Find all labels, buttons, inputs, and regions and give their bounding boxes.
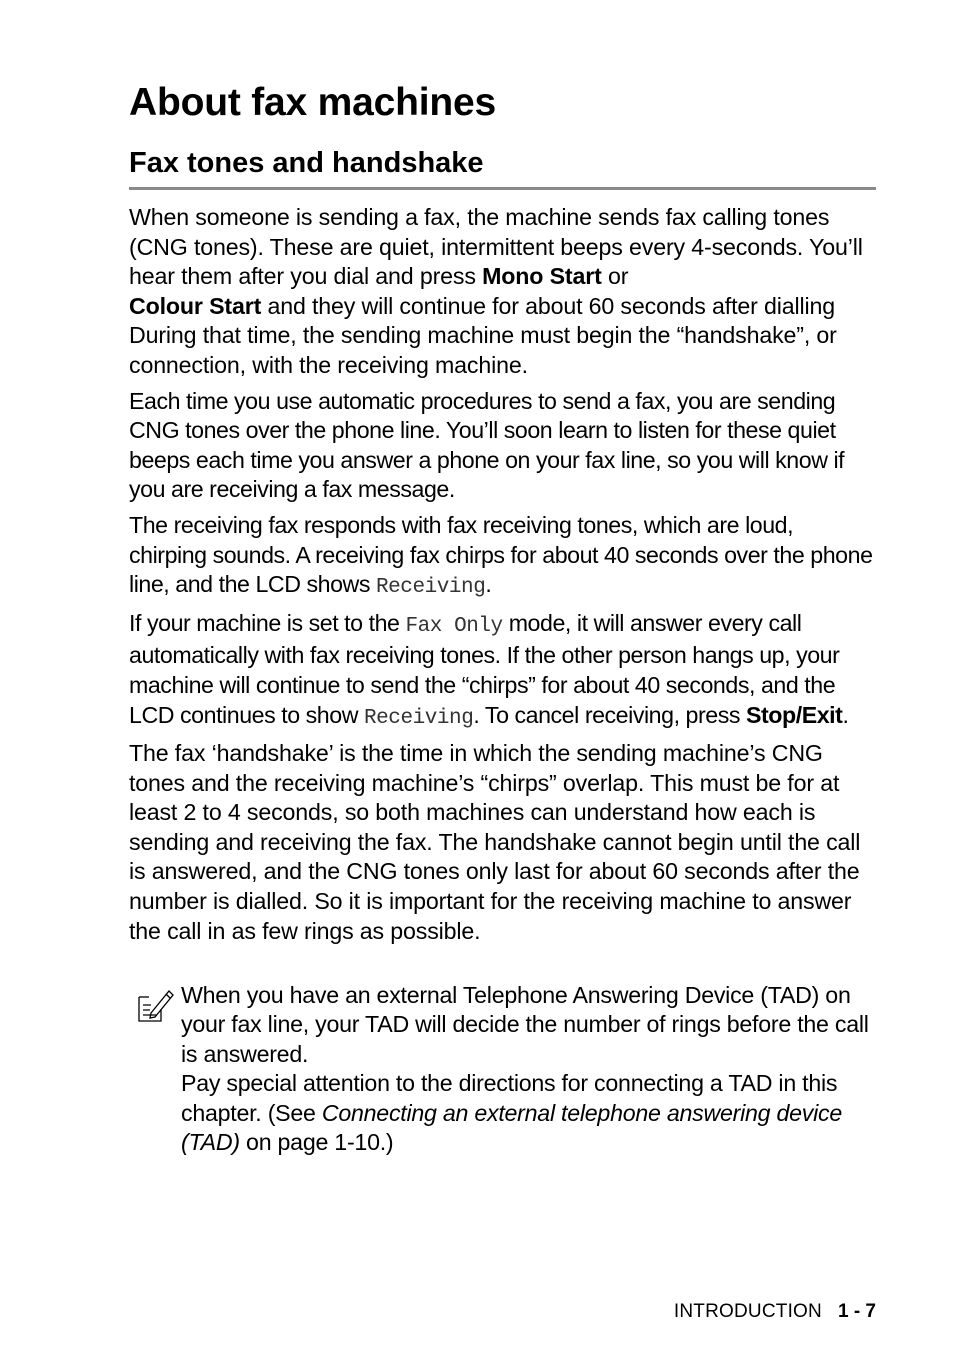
paragraph-fax-only-mode xyxy=(129,609,874,733)
lcd-fax-only: Fax Only xyxy=(405,614,503,638)
text: If your machine is set to the xyxy=(129,609,406,636)
cross-reference: Connecting an external telephone answering device (TAD) xyxy=(181,1099,843,1156)
text: mode, it will answer every call automatically with fax receiving tones. If the other person hangs up, your machine will continue to send the “chirps” for about 40 seconds, and the LCD continues to show xyxy=(129,609,840,728)
text: on page 1-10.) xyxy=(239,1129,394,1156)
stop-exit-key: Stop/Exit xyxy=(746,701,843,728)
text: . xyxy=(485,571,492,598)
footer-page-number: 1 - 7 xyxy=(837,1301,876,1322)
lcd-receiving: Receiving xyxy=(363,706,474,730)
paragraph-receiving-tones xyxy=(129,511,874,603)
text: . xyxy=(842,701,849,728)
text: The receiving fax responds with fax receiving tones, which are loud, chirping sounds. A receiving fax chirps for about 40 seconds over the phone line, and the LCD shows xyxy=(129,511,873,598)
paragraph-cng-tones xyxy=(129,203,874,381)
text: When someone is sending a fax, the machine sends fax calling tones (CNG tones). These are quiet, intermittent beeps every 4-seconds. You’ll hear them after you dial and press xyxy=(129,204,863,290)
section-title: Fax tones and handshake xyxy=(129,147,484,179)
mono-start-key: Mono Start xyxy=(482,263,602,290)
text: Pay special attention to the directions for connecting a TAD in this chapter. (See xyxy=(181,1070,838,1126)
section-rule xyxy=(129,187,876,190)
text: and they will continue for about 60 seconds after dialling During that time, the sending machine must begin the “handshake”, or connection, with the receiving machine. xyxy=(129,292,837,378)
note-line-2 xyxy=(181,1069,874,1157)
page-footer xyxy=(674,1300,876,1324)
body-text xyxy=(129,203,874,952)
text: . To cancel receiving, press xyxy=(473,701,746,728)
note-text xyxy=(181,981,874,1157)
paragraph-handshake: The fax ‘handshake’ is the time in which the sending machine’s CNG tones and the receiving machine’s “chirps” overlap. This must be for at least 2 to 4 seconds, so both machines can understand how each is sending and receiving the fax. The handshake cannot begin until the call is answered, and the CNG tones only last for about 60 seconds after the number is dialled. So it is important for the receiving machine to answer the call in as few rings as possible. xyxy=(129,740,861,944)
page-title: About fax machines xyxy=(129,81,496,124)
lcd-receiving: Receiving xyxy=(375,576,486,600)
footer-chapter: INTRODUCTION xyxy=(673,1301,822,1322)
text: or xyxy=(601,263,629,290)
note-pencil-icon xyxy=(135,985,175,1025)
colour-start-key: Colour Start xyxy=(129,292,262,319)
note-line-1: When you have an external Telephone Answering Device (TAD) on your fax line, your TAD will decide the number of rings before the call is answered. xyxy=(181,982,869,1067)
paragraph-automatic-procedures: Each time you use automatic procedures to send a fax, you are sending CNG tones over the phone line. You’ll soon learn to listen for these quiet beeps each time you answer a phone on your fax line, so you will know if you are receiving a fax message. xyxy=(129,387,845,503)
